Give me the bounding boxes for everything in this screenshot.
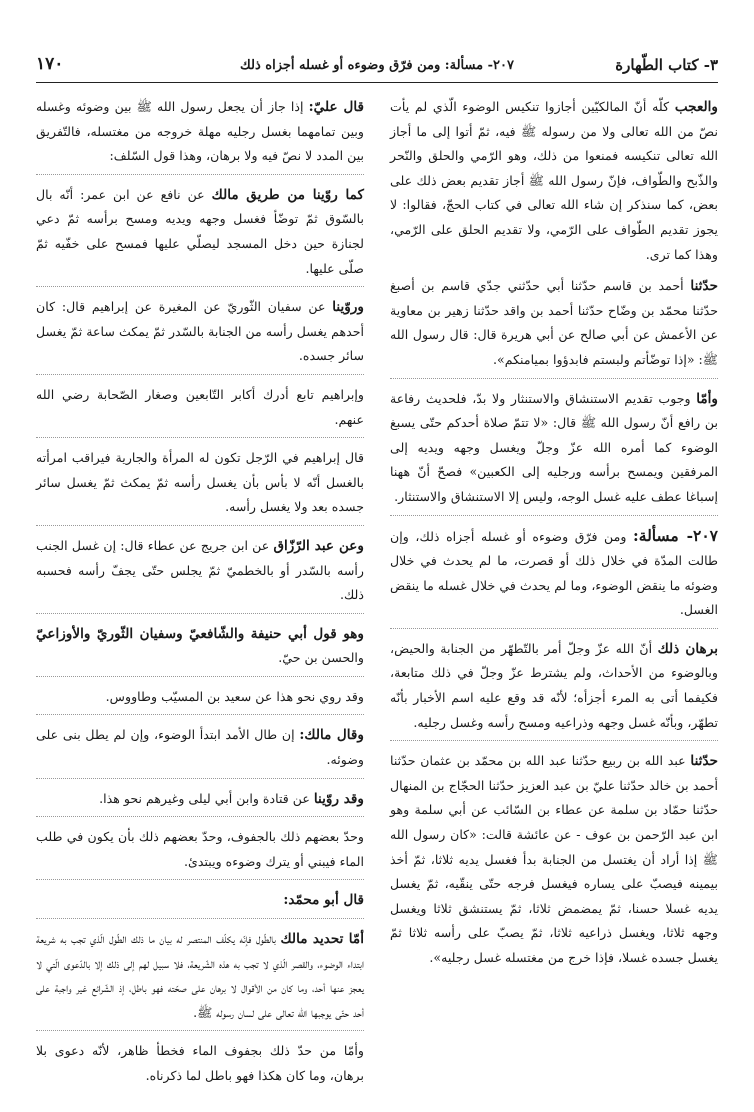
paragraph xyxy=(36,1039,364,1088)
section-heading-paragraph xyxy=(390,524,718,629)
paragraph xyxy=(36,685,364,716)
paragraph xyxy=(36,383,364,438)
paragraph xyxy=(390,749,718,970)
lead-phrase: وهو قول أبي حنيفة والشّافعيّ وسفيان الثّوريّ والأوزاعيّ xyxy=(36,625,364,642)
chapter-title: ٣- كتاب الطّهارة xyxy=(615,56,718,74)
paragraph-text: وحدّ بعضهم ذلك بالجفوف، وحدّ بعضهم ذلك بأن يكون في طلب الماء فيبني أو يترك وضوءه ويبتدئ. xyxy=(36,829,364,869)
lead-phrase: أمّا تحديد مالك xyxy=(280,931,364,948)
paragraph xyxy=(390,274,718,378)
paragraph xyxy=(36,723,364,778)
paragraph-text: أنّ الله عزّ وجلّ أمر بالتّطهّر من الجنابة والحيض، وبالوضوء من الأحداث، ولم يشترط عزّ وجلّ في ذلك متابعة، فكيفما أتى به المرء أجزأه؛ لأنّه قد وقع عليه اسم الأخبار بأنّه تطهّر، وبأنّه غسل وجهه وذراعيه ومسح رأسه وغسل رجليه. xyxy=(390,640,718,730)
section-number: ٢٠٧- مسألة: xyxy=(633,525,719,545)
lead-phrase: وأمّا xyxy=(696,390,718,407)
paragraph xyxy=(36,295,364,375)
paragraph xyxy=(36,888,364,919)
lead-phrase: وروّينا xyxy=(332,299,364,316)
paragraph-text: وأمّا من حدّ ذلك بجفوف الماء فخطأ ظاهر، لأنّه دعوى بلا برهان، وما كان هكذا فهو باطل لما ذكرناه. xyxy=(36,1043,364,1083)
paragraph xyxy=(36,787,364,818)
paragraph xyxy=(36,183,364,287)
left-column xyxy=(36,95,364,1092)
paragraph-text: عن نافع عن ابن عمر: أنّه بال بالسّوق ثمّ توضّأ فغسل وجهه ويديه ومسح برأسه ثمّ دعي لجنازة حين دخل المسجد ليصلّي عليها فمسح على خفّيه ثمّ صلّى عليها. xyxy=(36,186,364,276)
lead-phrase: وقد روّينا xyxy=(313,790,364,807)
lead-phrase: وعن عبد الرّزّاق xyxy=(273,537,364,554)
lead-phrase: حدّثنا xyxy=(690,278,718,295)
paragraph-text: وجوب تقديم الاستنشاق والاستنثار ولا بدّ، فلحديث رفاعة بن رافع أنّ رسول الله ﷺ قال: «لا تتمّ صلاة أحدكم حتّى يسبغ الوضوء كما أمره الله عزّ وجلّ ويغسل وجهه ويديه إلى المرفقين ويمسح برأسه ورجليه إلى الكعبين» فصحّ أنّ ههنا إسباغا عطف عليه غسل الوجه، وليس إلا الاستنشاق والاستنثار. xyxy=(390,390,718,504)
lead-phrase: قال أبو محمّد: xyxy=(283,892,364,909)
lead-phrase: قال عليّ: xyxy=(308,99,364,115)
page-number: ١٧٠ xyxy=(36,54,64,74)
paragraph-text: قال إبراهيم في الرّجل تكون له المرأة والجارية فيراقب امرأته بالغسل أنّه لا بأس بأن يغسل رأسه ثمّ يمكث ثمّ يغسل سائر جسده بعد ولا يغسل رأسه. xyxy=(36,450,364,515)
page-header xyxy=(36,50,718,83)
paragraph xyxy=(36,534,364,614)
paragraph-text: والحسن بن حيّ. xyxy=(278,650,364,666)
paragraph xyxy=(36,927,364,1031)
paragraph-text: بالطّول فإنّه يكلّف المنتصر له بيان ما ذلك الطّول الّذي تجب به شريعة ابتداء الوضوء، والقصر الّذي لا تجب به هذه الشّريعة، فلا سبيل لهم إلى ذلك إلا بالدّعوى الّتي لا يعجز عنها أحد، وما كان من الأقوال لا برهان على صحّته فهو باطل، إذ الشّرائع غير واجبة على أحد حتّى يوجبها الله تعالى على لسان رسوله ﷺ. xyxy=(36,931,364,1020)
paragraph-text: أحمد بن قاسم حدّثنا أبي حدّثني جدّي قاسم بن أصبغ حدّثنا محمّد بن وضّاح حدّثنا أحمد بن واقد حدّثنا زهير بن معاوية عن الأعمش عن أبي صالح عن أبي هريرة قال: قال رسول الله ﷺ: «إذا توضّأتم ولبستم فابدؤوا بميامنكم». xyxy=(390,278,718,367)
paragraph-text: عن ابن جريج عن عطاء قال: إن غسل الجنب رأسه بالسّدر أو بالخطميّ ثمّ يجلس حتّى يجفّ رأسه فحسبه ذلك. xyxy=(36,537,364,603)
paragraph-text: عبد الله بن ربيع حدّثنا عبد الله بن محمّد بن عثمان حدّثنا أحمد بن خالد حدّثنا عليّ بن عبد العزيز حدّثنا الحجّاج بن المنهال حدّثنا حمّاد بن سلمة عن عطاء بن السّائب عن أبي سلمة وهو ابن عبد الرّحمن بن عوف - عن عائشة قالت: «كان رسول الله ﷺ إذا أراد أن يغتسل من الجنابة بدأ فغسل يديه ثلاثا، ثمّ أخذ بيمينه فيصبّ على يساره فيغسل فرجه حتّى ينقّيه، ثمّ يغسل يديه غسلا حسنا، ثمّ يمضمض ثلاثا، ثمّ يستنشق ثلاثا ويغسل وجهه ثلاثا، ويغسل ذراعيه ثلاثا، ثمّ يصبّ على رأسه ثلاثا ثمّ يغسل جسده غسلا، فإذا خرج من مغتسله غسل رجليه». xyxy=(390,753,718,965)
paragraph-text: وقد روي نحو هذا عن سعيد بن المسيّب وطاووس. xyxy=(105,688,364,704)
paragraph xyxy=(36,95,364,175)
lead-phrase: حدّثنا xyxy=(690,753,718,770)
paragraph xyxy=(390,637,718,741)
right-column xyxy=(390,95,718,1092)
paragraph-text: إذا جاز أن يجعل رسول الله ﷺ بين وضوئه وغسله وبين تمامهما بغسل رجليه مهلة خروجه من مغتسله، فالتّفريق بين المدد لا نصّ فيه ولا برهان، وهذا قول السّلف: xyxy=(36,99,364,164)
lead-phrase: كما روّينا من طريق مالك xyxy=(211,186,364,203)
paragraph-text: كلّه أنّ المالكيّين أجازوا تنكيس الوضوء الّذي لم يأت نصّ من الله تعالى ولا من رسوله ﷺ فيه، ثمّ أتوا إلى ما أجاز الله تعالى تنكيسه فمنعوا من ذلك، وهو الرّمي والحلق والنّحر والذّبح والطّواف، فإنّ رسول الله ﷺ أجاز تقديم بعض ذلك على بعض، كما سنذكر إن شاء الله تعالى في كتاب الحجّ، فقالوا: لا يجوز تقديم الطّواف على الرّمي، ولا تقديم الحلق على الرّمي، وهذا كما ترى. xyxy=(390,99,718,262)
paragraph xyxy=(390,387,718,516)
paragraph xyxy=(36,825,364,880)
paragraph-text: وإبراهيم تابع أدرك أكابر التّابعين وصغار الصّحابة رضي الله عنهم. xyxy=(36,386,364,427)
lead-phrase: والعجب xyxy=(674,99,718,115)
lead-phrase: وقال مالك: xyxy=(299,727,364,744)
paragraph-text: ومن فرّق وضوءه أو غسله أجزاه ذلك، وإن طالت المدّة في خلال ذلك أو قصرت، ما لم يحدث في خلال وضوئه ما ينقض الوضوء، وما لم يحدث في خلال غسله ما ينقض الغسل. xyxy=(390,528,718,618)
paragraph-text: عن قتادة وابن أبي ليلى وغيرهم نحو هذا. xyxy=(99,790,314,806)
lead-phrase: برهان ذلك xyxy=(657,640,718,657)
paragraph-text: إن طال الأمد ابتدأ الوضوء، وإن لم يطل بنى على وضوئه. xyxy=(36,727,364,768)
paragraph-text: عن سفيان الثّوريّ عن المغيرة عن إبراهيم قال: كان أحدهم يغسل رأسه من الجنابة بالسّدر ثمّ يمكث ساعة ثمّ يغسل سائر جسده. xyxy=(36,299,364,364)
issue-title: ٢٠٧- مسألة: ومن فرّق وضوءه أو غسله أجزاه ذلك xyxy=(240,58,514,73)
paragraph xyxy=(36,622,364,677)
paragraph xyxy=(36,446,364,526)
paragraph xyxy=(390,95,718,267)
